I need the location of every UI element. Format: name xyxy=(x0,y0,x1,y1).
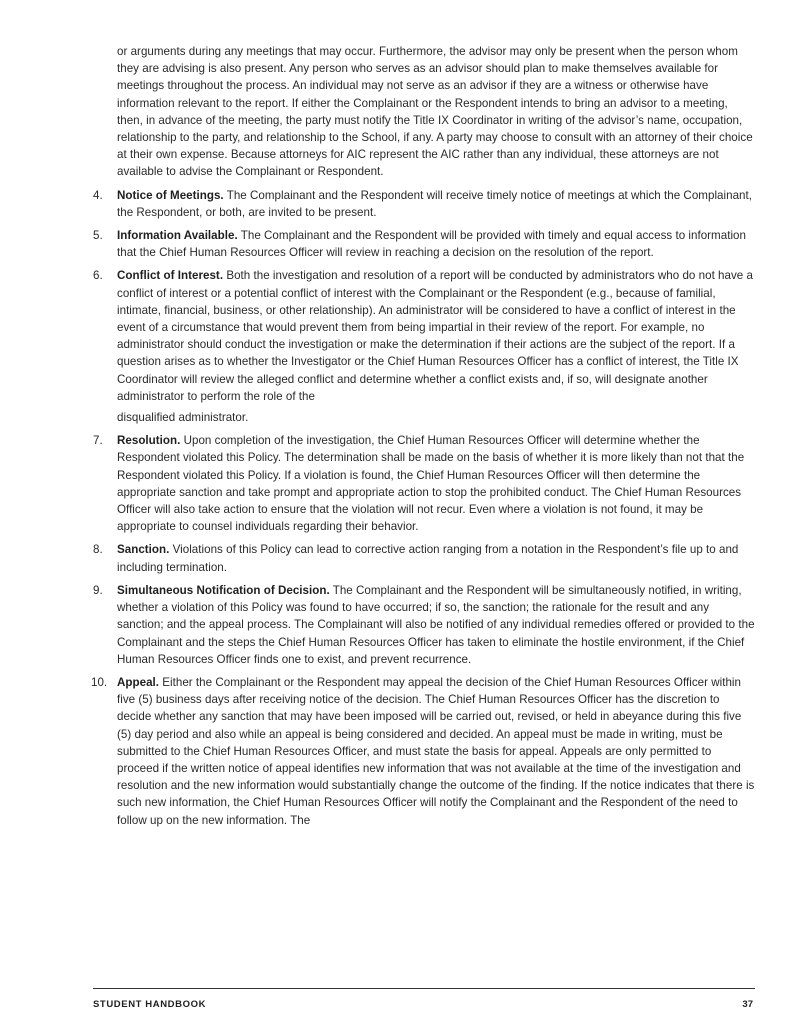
item-number: 6. xyxy=(93,269,103,283)
item-title: Appeal. xyxy=(117,675,160,689)
item-text: The Complainant and the Respondent will be simultaneously notified, in writing, whether a violation of this Policy was found to have occurred; if so, the sanction; the rationale for the result and any sanction; and the appeal process. The Complainant will also be notified of any individual remedies offered or provided to the Complainant and the steps the Chief Human Resources Officer has taken to eliminate the hostile environment, if the Chief Human Resources Officer finds one to exist, and prevent recurrence. xyxy=(117,583,755,666)
item-text: The Complainant and the Respondent will receive timely notice of meetings at which the Complainant, the Respondent, or both, are invited to be present. xyxy=(117,188,752,219)
item-title: Resolution. xyxy=(117,434,181,448)
numbered-list xyxy=(93,187,755,829)
item-title: Information Available. xyxy=(117,229,238,243)
item-text: Upon completion of the investigation, the Chief Human Resources Officer will determine whether the Respondent violated this Policy. The determination shall be made on the basis of whether it is more likely than not that the Respondent violated this Policy. If a violation is found, the Chief Human Resources Officer will then determine the appropriate sanction and take prompt and appropriate action to stop the prohibited conduct. The Chief Human Resources Officer will also take action to ensure that the violation will not recur. Even where a violation is not found, it may be appropriate to counsel individuals regarding their behavior. xyxy=(117,434,745,534)
page-body xyxy=(93,43,755,835)
item-text: Either the Complainant or the Respondent may appeal the decision of the Chief Human Resources Officer within five (5) business days after receiving notice of the decision. The Chief Human Resources Officer has the discretion to decide whether any sanction that may have been imposed will be carried out, revised, or held in abeyance during this five (5) day period and also while an appeal is being considered and decided. An appeal must be made in writing, must be submitted to the Chief Human Resources Officer, and must state the basis for appeal. Appeals are only permitted to proceed if the written notice of appeal identifies new information that was not available at the time of the investigation and resolution and the new information would substantially change the outcome of the finding. If the notice indicates that there is such new information, the Chief Human Resources Officer will notify the Complainant and the Respondent of the need to follow up on the new information. The xyxy=(117,675,755,827)
item-number: 7. xyxy=(93,434,103,448)
list-item xyxy=(93,227,755,261)
list-item xyxy=(93,267,755,426)
item-text: Both the investigation and resolution of a report will be conducted by administrators who do not have a conflict of interest or a potential conflict of interest with the Complainant or the Respondent (e.g., because of familial, intimate, financial, business, or other relationship). An administrator will be considered to have a conflict of interest in the event of a circumstance that would prevent them from being impartial in their review of the report. For example, no administrator should conduct the investigation or make the determination if their actions are the subject of the report. If a question arises as to whether the Investigator or the Chief Human Resources Officer has a conflict of interest, the Title IX Coordinator will review the alleged conflict and determine whether a conflict exists and, if so, will designate another administrator to perform the role of the xyxy=(117,269,753,403)
item-number: 10. xyxy=(91,675,108,689)
list-item xyxy=(93,582,755,668)
list-item xyxy=(93,541,755,575)
item-title: Simultaneous Notification of Decision. xyxy=(117,583,330,597)
continued-paragraph: or arguments during any meetings that may occur. Furthermore, the advisor may only be present when the person whom they are advising is also present. Any person who serves as an advisor should plan to make themselves available for meetings throughout the process. An individual may not serve as an advisor if they are a witness or otherwise have information relevant to the report. If either the Complainant or the Respondent intends to bring an advisor to a meeting, then, in advance of the meeting, the party must notify the Title IX Coordinator in writing of the advisor’s name, occupation, relationship to the party, and relationship to the School, if any. A party may choose to consult with an attorney of their choice at their own expense. Because attorneys for AIC represent the AIC rather than any individual, these attorneys are not available to advise the Complainant or Respondent. xyxy=(117,45,753,179)
item-title: Conflict of Interest. xyxy=(117,269,224,283)
page-number: 37 xyxy=(742,999,753,1010)
footer-title: STUDENT HANDBOOK xyxy=(93,999,207,1010)
item-text-continuation: disqualified administrator. xyxy=(117,411,249,425)
item-text: The Complainant and the Respondent will be provided with timely and equal access to information that the Chief Human Resources Officer will review in reaching a decision on the resolution of the report. xyxy=(117,229,746,260)
item-title: Notice of Meetings. xyxy=(117,188,224,202)
list-item xyxy=(93,674,755,829)
page-footer xyxy=(93,988,755,1010)
item-title: Sanction. xyxy=(117,543,170,557)
item-number: 8. xyxy=(93,543,103,557)
item-number: 4. xyxy=(93,188,103,202)
item-number: 5. xyxy=(93,229,103,243)
list-item xyxy=(93,432,755,535)
list-item xyxy=(93,187,755,221)
item-number: 9. xyxy=(93,583,103,597)
item-text: Violations of this Policy can lead to corrective action ranging from a notation in the Respondent’s file up to and including termination. xyxy=(117,543,739,574)
